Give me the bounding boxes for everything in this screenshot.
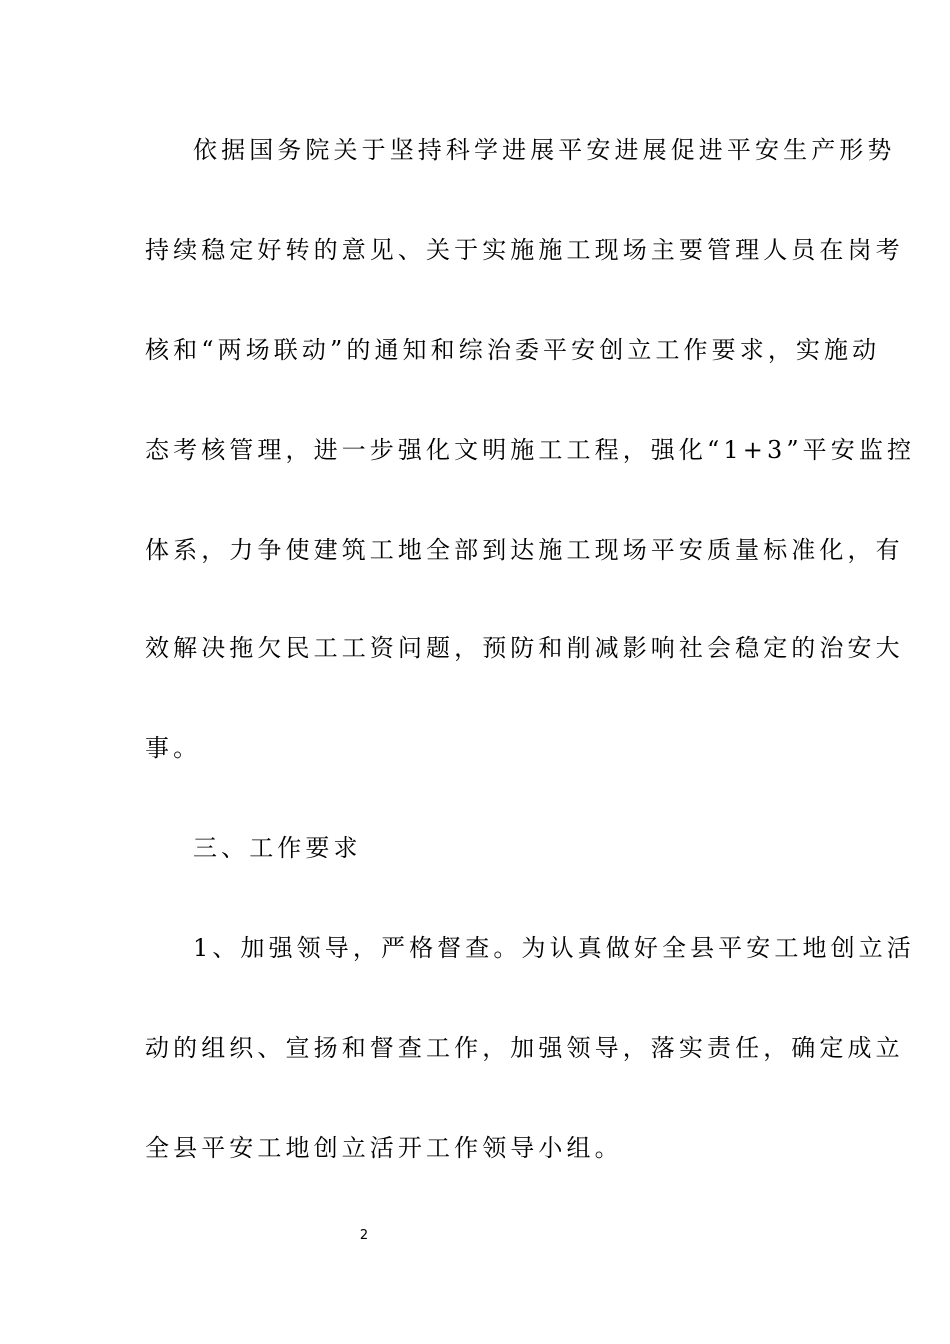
paragraph-line: 动的组织、宣扬和督查工作，加强领导，落实责任，确定成立 <box>145 1034 904 1062</box>
paragraph-line: 态考核管理，进一步强化文明施工工程，强化“1+3”平安监控 <box>145 436 916 464</box>
paragraph-line: 体系，力争使建筑工地全部到达施工现场平安质量标准化，有 <box>145 536 904 564</box>
paragraph-line: 依据国务院关于坚持科学进展平安进展促进平安生产形势 <box>193 136 896 164</box>
page-number: 2 <box>359 1228 369 1243</box>
paragraph-line: 核和“两场联动”的通知和综治委平安创立工作要求，实施动 <box>145 336 881 364</box>
paragraph-line: 全县平安工地创立活开工作领导小组。 <box>145 1134 623 1162</box>
paragraph-line: 持续稳定好转的意见、关于实施施工现场主要管理人员在岗考 <box>145 236 904 264</box>
paragraph-line: 效解决拖欠民工工资问题，预防和削减影响社会稳定的治安大 <box>145 634 904 662</box>
section-heading: 三、工作要求 <box>193 834 362 862</box>
paragraph-line: 1、加强领导，严格督查。为认真做好全县平安工地创立活 <box>193 934 915 962</box>
paragraph-line: 事。 <box>145 734 202 762</box>
